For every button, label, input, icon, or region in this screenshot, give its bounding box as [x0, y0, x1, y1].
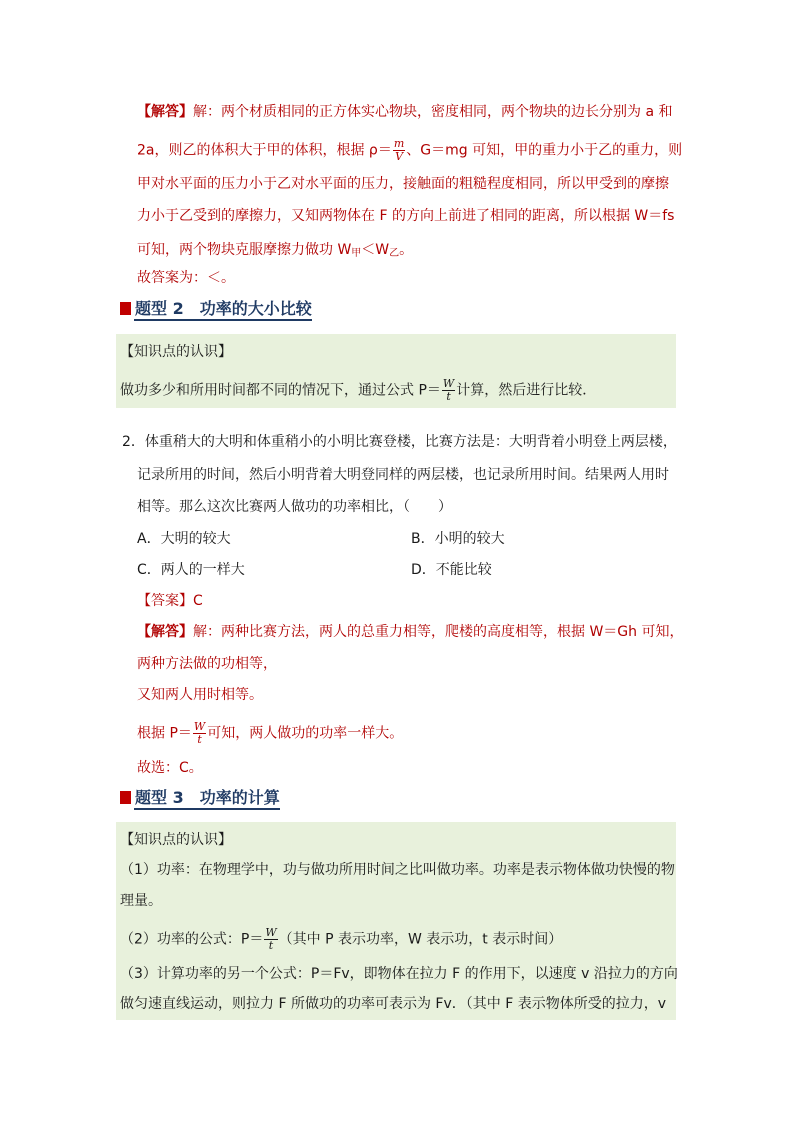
power-fraction: $\frac{W}{t}$: [442, 377, 455, 403]
knowledge-text: 做功多少和所用时间都不同的情况下，通过公式 P＝ $\frac{W}{t}$ 计算，然后进行比较．: [120, 377, 597, 403]
q2-solution-line-1: 【解答】解：两种比赛方法，两人的总重力相等，爬楼的高度相等，根据 W＝Gh 可知，: [137, 624, 684, 640]
knowledge-title: 【知识点的认识】: [120, 832, 232, 848]
q2-solution-line-2: 两种方法做的功相等，: [137, 656, 277, 672]
q2-solution-line-3: 又知两人用时相等。: [137, 687, 263, 703]
knowledge-box-2: [116, 822, 676, 1020]
section-heading-type-3: 题型 3 功率的计算: [120, 786, 280, 810]
solution-answer: 故答案为：＜。: [137, 270, 235, 286]
option-d: D．不能比较: [411, 562, 492, 578]
power-fraction: $\frac{W}{t}$: [265, 926, 277, 952]
option-a: A．大明的较大: [137, 531, 231, 547]
question-2-line-1: 2．体重稍大的大明和体重稍小的小明比赛登楼，比赛方法是：大明背着小明登上两层楼，: [122, 434, 677, 450]
heading-underline: [134, 808, 280, 810]
knowledge-line-4: （3）计算功率的另一个公式：P＝Fv，即物体在拉力 F 的作用下，以速度 v 沿拉力的方向: [120, 966, 678, 982]
knowledge-line-1: （1）功率：在物理学中，功与做功所用时间之比叫做功率。功率是表示物体做功快慢的物: [120, 862, 675, 878]
solution-line-3: 甲对水平面的压力小于乙对水平面的压力，接触面的粗糙程度相同，所以甲受到的摩擦: [137, 176, 669, 192]
solution-tag: 【解答】: [137, 104, 193, 120]
solution-line-1: 【解答】解：两个材质相同的正方体实心物块，密度相同，两个物块的边长分别为 a 和: [137, 104, 673, 120]
solution-line-2: 2a，则乙的体积大于甲的体积，根据 ρ＝ $\frac{m}{V}$ 、G＝mg 可知，甲的重力小于乙的重力，则: [137, 137, 683, 163]
question-2-line-3: 相等。那么这次比赛两人做功的功率相比，（ ）: [137, 499, 452, 515]
heading-marker: [120, 791, 131, 804]
solution-line-4: 力小于乙受到的摩擦力，又知两物体在 F 的方向上前进了相同的距离，所以根据 W＝fs: [137, 208, 675, 224]
density-fraction: $\frac{m}{V}$: [393, 137, 405, 163]
power-fraction: $\frac{W}{t}$: [193, 720, 206, 746]
heading-underline: [134, 319, 312, 321]
q2-solution-line-4: 根据 P＝ $\frac{W}{t}$ 可知，两人做功的功率一样大。: [137, 720, 404, 746]
q2-solution-line-5: 故选：C。: [137, 760, 203, 776]
section-heading-type-2: 题型 2 功率的大小比较: [120, 297, 312, 321]
knowledge-title: 【知识点的认识】: [120, 344, 232, 360]
option-b: B．小明的较大: [411, 531, 505, 547]
option-c: C．两人的一样大: [137, 562, 245, 578]
knowledge-line-3: （2）功率的公式：P＝ $\frac{W}{t}$ （其中 P 表示功率，W 表示功，t 表示时间）: [120, 926, 563, 952]
knowledge-line-5: 做匀速直线运动，则拉力 F 所做功的功率可表示为 Fv．（其中 F 表示物体所受的拉力，v: [120, 996, 666, 1012]
knowledge-line-2: 理量。: [120, 893, 162, 909]
answer-label: 【答案】C: [137, 593, 203, 609]
solution-line-5: 可知，两个物块克服摩擦力做功 $W_甲<W_乙$。: [137, 242, 414, 259]
heading-marker: [120, 302, 131, 315]
knowledge-box-1: [116, 334, 676, 408]
question-2-line-2: 记录所用的时间，然后小明背着大明登同样的两层楼，也记录所用时间。结果两人用时: [137, 467, 669, 483]
